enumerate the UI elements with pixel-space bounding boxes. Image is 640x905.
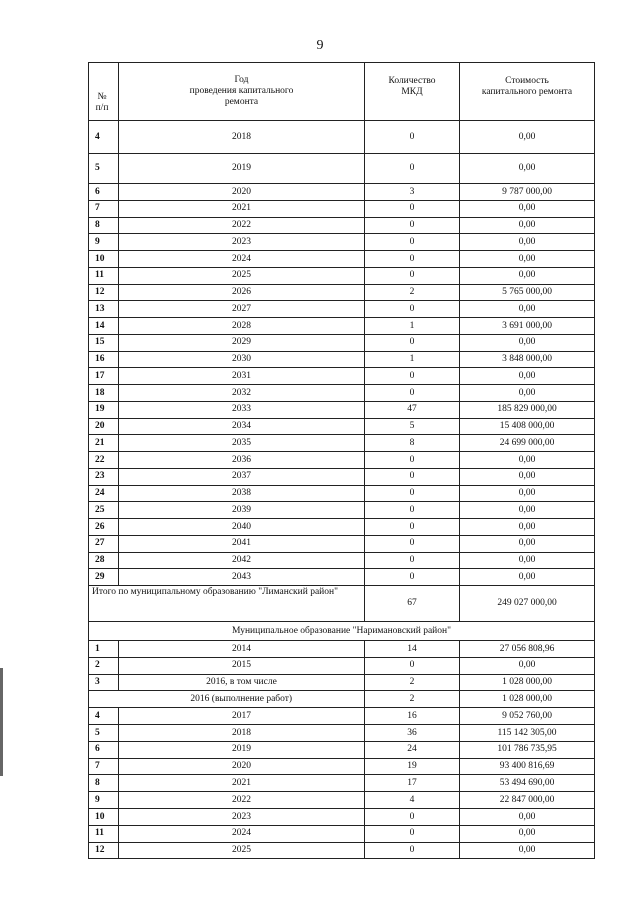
header-count: Количество МКД: [365, 63, 460, 121]
table-row: [89, 569, 595, 586]
row-count-cell: 8: [365, 435, 460, 452]
total-row: [89, 586, 595, 622]
row-count-cell: 0: [365, 825, 460, 842]
row-number-cell: 22: [89, 452, 119, 469]
row-count-cell: 3: [365, 184, 460, 201]
table-row: [89, 435, 595, 452]
row-cost-cell: 1 028 000,00: [460, 674, 595, 691]
row-number-cell: 12: [89, 284, 119, 301]
table-row: [89, 724, 595, 741]
row-number-cell: 10: [89, 251, 119, 268]
row-number-cell: 15: [89, 334, 119, 351]
row-year-cell: 2039: [119, 502, 365, 519]
row-number-cell: 8: [89, 775, 119, 792]
row-number-cell: 21: [89, 435, 119, 452]
row-cost-cell: 0,00: [460, 234, 595, 251]
row-count-cell: 0: [365, 552, 460, 569]
row-count-cell: 0: [365, 217, 460, 234]
row-number-cell: 16: [89, 351, 119, 368]
row-number-cell: 18: [89, 385, 119, 402]
row-cost-cell: 5 765 000,00: [460, 284, 595, 301]
row-number-cell: 3: [89, 674, 119, 691]
table-row: [89, 808, 595, 825]
table-row: [89, 691, 595, 708]
row-cost-cell: 0,00: [460, 842, 595, 859]
row-year-cell: 2032: [119, 385, 365, 402]
row-cost-cell: 0,00: [460, 808, 595, 825]
row-year-cell: 2040: [119, 519, 365, 536]
header-cost: Стоимость капитального ремонта: [460, 63, 595, 121]
row-count-cell: 0: [365, 842, 460, 859]
row-year-cell: 2016, в том числе: [119, 674, 365, 691]
row-year-cell: 2015: [119, 657, 365, 674]
row-count-cell: 24: [365, 741, 460, 758]
row-number-cell: 7: [89, 758, 119, 775]
table-row: [89, 825, 595, 842]
row-count-cell: 2: [365, 691, 460, 708]
row-count-cell: 4: [365, 792, 460, 809]
row-count-cell: 0: [365, 154, 460, 184]
row-number-cell: 17: [89, 368, 119, 385]
row-count-cell: 47: [365, 401, 460, 418]
row-count-cell: 36: [365, 724, 460, 741]
row-year-cell: 2021: [119, 775, 365, 792]
table-row: [89, 792, 595, 809]
row-cost-cell: 9 052 760,00: [460, 708, 595, 725]
table-row: [89, 368, 595, 385]
row-year-cell: 2022: [119, 217, 365, 234]
row-year-cell: 2029: [119, 334, 365, 351]
row-number-cell: 11: [89, 267, 119, 284]
row-count-cell: 0: [365, 121, 460, 154]
row-cost-cell: 3 848 000,00: [460, 351, 595, 368]
row-number-cell: 13: [89, 301, 119, 318]
row-count-cell: 0: [365, 267, 460, 284]
row-count-cell: 5: [365, 418, 460, 435]
page-number: 9: [316, 38, 324, 53]
table-row: [89, 775, 595, 792]
row-number-cell: 25: [89, 502, 119, 519]
row-year-cell: 2020: [119, 758, 365, 775]
row-count-cell: 0: [365, 519, 460, 536]
row-cost-cell: 0,00: [460, 200, 595, 217]
header-num: № п/п: [89, 63, 119, 121]
row-number-cell: 10: [89, 808, 119, 825]
row-number-cell: 26: [89, 519, 119, 536]
row-cost-cell: 1 028 000,00: [460, 691, 595, 708]
table-row: [89, 251, 595, 268]
row-year-cell: 2023: [119, 234, 365, 251]
row-year-cell: 2038: [119, 485, 365, 502]
total-cost-cell: 249 027 000,00: [460, 586, 595, 622]
row-year-cell: 2019: [119, 154, 365, 184]
row-number-cell: 11: [89, 825, 119, 842]
total-count-cell: 67: [365, 586, 460, 622]
table-row: [89, 535, 595, 552]
row-number-cell: 9: [89, 234, 119, 251]
table-row: [89, 318, 595, 335]
row-number-cell: 27: [89, 535, 119, 552]
row-cost-cell: 0,00: [460, 301, 595, 318]
row-cost-cell: 0,00: [460, 535, 595, 552]
table-row: [89, 552, 595, 569]
row-year-cell: 2014: [119, 641, 365, 658]
row-count-cell: 16: [365, 708, 460, 725]
row-cost-cell: 0,00: [460, 121, 595, 154]
row-cost-cell: 0,00: [460, 267, 595, 284]
row-cost-cell: 0,00: [460, 154, 595, 184]
row-count-cell: 0: [365, 468, 460, 485]
table-row: [89, 758, 595, 775]
row-number-cell: 5: [89, 154, 119, 184]
row-count-cell: 0: [365, 657, 460, 674]
row-number-cell: 7: [89, 200, 119, 217]
row-count-cell: 19: [365, 758, 460, 775]
row-number-cell: 24: [89, 485, 119, 502]
row-number-cell: 19: [89, 401, 119, 418]
row-count-cell: 0: [365, 301, 460, 318]
row-year-cell: 2018: [119, 724, 365, 741]
scan-margin-mark: [0, 668, 3, 776]
row-number-cell: 4: [89, 121, 119, 154]
row-cost-cell: 0,00: [460, 519, 595, 536]
row-cost-cell: 0,00: [460, 552, 595, 569]
header-year: Год проведения капитального ремонта: [119, 63, 365, 121]
section-header-row: [89, 622, 595, 641]
row-count-cell: 14: [365, 641, 460, 658]
table-row: [89, 502, 595, 519]
row-count-cell: 0: [365, 251, 460, 268]
row-year-cell: 2017: [119, 708, 365, 725]
row-year-cell: 2034: [119, 418, 365, 435]
table-header-row: [89, 63, 595, 121]
table-row: [89, 674, 595, 691]
row-number-cell: [89, 691, 119, 708]
row-cost-cell: 0,00: [460, 385, 595, 402]
row-count-cell: 0: [365, 452, 460, 469]
row-year-cell: 2035: [119, 435, 365, 452]
row-cost-cell: 0,00: [460, 452, 595, 469]
table-row: [89, 301, 595, 318]
row-number-cell: 23: [89, 468, 119, 485]
row-number-cell: 20: [89, 418, 119, 435]
capital-repair-table: [88, 62, 595, 859]
row-cost-cell: 93 400 816,69: [460, 758, 595, 775]
row-year-cell: 2024: [119, 251, 365, 268]
row-cost-cell: 3 691 000,00: [460, 318, 595, 335]
row-number-cell: 2: [89, 657, 119, 674]
table-row: [89, 452, 595, 469]
table-row: [89, 741, 595, 758]
row-count-cell: 0: [365, 569, 460, 586]
row-number-cell: 8: [89, 217, 119, 234]
row-cost-cell: 0,00: [460, 657, 595, 674]
row-count-cell: 0: [365, 234, 460, 251]
row-cost-cell: 0,00: [460, 485, 595, 502]
row-year-cell: 2027: [119, 301, 365, 318]
table-row: [89, 351, 595, 368]
table-row: [89, 842, 595, 859]
row-count-cell: 2: [365, 674, 460, 691]
row-year-cell: 2031: [119, 368, 365, 385]
table-row: [89, 200, 595, 217]
row-year-cell: 2043: [119, 569, 365, 586]
row-cost-cell: 0,00: [460, 217, 595, 234]
total-label: Итого по муниципальному образованию "Лиманский район": [89, 586, 365, 622]
row-count-cell: 0: [365, 368, 460, 385]
table-row: [89, 468, 595, 485]
row-year-cell: 2036: [119, 452, 365, 469]
row-count-cell: 0: [365, 535, 460, 552]
row-count-cell: 0: [365, 385, 460, 402]
table-row: [89, 184, 595, 201]
row-year-cell: 2023: [119, 808, 365, 825]
table-row: [89, 267, 595, 284]
row-year-cell: 2024: [119, 825, 365, 842]
table-row: [89, 708, 595, 725]
row-year-cell: 2042: [119, 552, 365, 569]
table-row: [89, 217, 595, 234]
row-year-cell: 2021: [119, 200, 365, 217]
row-year-cell: 2025: [119, 267, 365, 284]
row-cost-cell: 0,00: [460, 468, 595, 485]
row-number-cell: 6: [89, 184, 119, 201]
table-row: [89, 284, 595, 301]
row-cost-cell: 53 494 690,00: [460, 775, 595, 792]
row-number-cell: 1: [89, 641, 119, 658]
row-cost-cell: 0,00: [460, 368, 595, 385]
row-year-cell: 2016 (выполнение работ): [119, 691, 365, 708]
table-row: [89, 385, 595, 402]
table-row: [89, 418, 595, 435]
row-cost-cell: 0,00: [460, 569, 595, 586]
row-cost-cell: 0,00: [460, 334, 595, 351]
row-cost-cell: 0,00: [460, 502, 595, 519]
row-count-cell: 0: [365, 334, 460, 351]
row-year-cell: 2020: [119, 184, 365, 201]
row-number-cell: 6: [89, 741, 119, 758]
table-row: [89, 154, 595, 184]
row-count-cell: 2: [365, 284, 460, 301]
row-cost-cell: 15 408 000,00: [460, 418, 595, 435]
row-cost-cell: 0,00: [460, 251, 595, 268]
row-year-cell: 2033: [119, 401, 365, 418]
row-number-cell: 5: [89, 724, 119, 741]
row-number-cell: 9: [89, 792, 119, 809]
row-cost-cell: 185 829 000,00: [460, 401, 595, 418]
row-count-cell: 1: [365, 351, 460, 368]
row-cost-cell: 24 699 000,00: [460, 435, 595, 452]
row-cost-cell: 115 142 305,00: [460, 724, 595, 741]
row-number-cell: 29: [89, 569, 119, 586]
row-year-cell: 2019: [119, 741, 365, 758]
row-cost-cell: 101 786 735,95: [460, 741, 595, 758]
row-number-cell: 12: [89, 842, 119, 859]
table-row: [89, 334, 595, 351]
section-title: Муниципальное образование "Наримановский район": [89, 622, 595, 641]
table-row: [89, 641, 595, 658]
row-cost-cell: 0,00: [460, 825, 595, 842]
row-cost-cell: 22 847 000,00: [460, 792, 595, 809]
row-year-cell: 2041: [119, 535, 365, 552]
row-year-cell: 2037: [119, 468, 365, 485]
row-cost-cell: 27 056 808,96: [460, 641, 595, 658]
row-year-cell: 2030: [119, 351, 365, 368]
row-year-cell: 2022: [119, 792, 365, 809]
table-row: [89, 234, 595, 251]
table-row: [89, 657, 595, 674]
row-count-cell: 0: [365, 502, 460, 519]
row-count-cell: 0: [365, 200, 460, 217]
table-row: [89, 485, 595, 502]
row-count-cell: 1: [365, 318, 460, 335]
row-year-cell: 2025: [119, 842, 365, 859]
row-count-cell: 0: [365, 485, 460, 502]
row-count-cell: 0: [365, 808, 460, 825]
row-year-cell: 2028: [119, 318, 365, 335]
table-row: [89, 519, 595, 536]
row-year-cell: 2026: [119, 284, 365, 301]
row-number-cell: 14: [89, 318, 119, 335]
row-year-cell: 2018: [119, 121, 365, 154]
row-number-cell: 4: [89, 708, 119, 725]
row-count-cell: 17: [365, 775, 460, 792]
row-cost-cell: 9 787 000,00: [460, 184, 595, 201]
table-row: [89, 401, 595, 418]
table-row: [89, 121, 595, 154]
row-number-cell: 28: [89, 552, 119, 569]
